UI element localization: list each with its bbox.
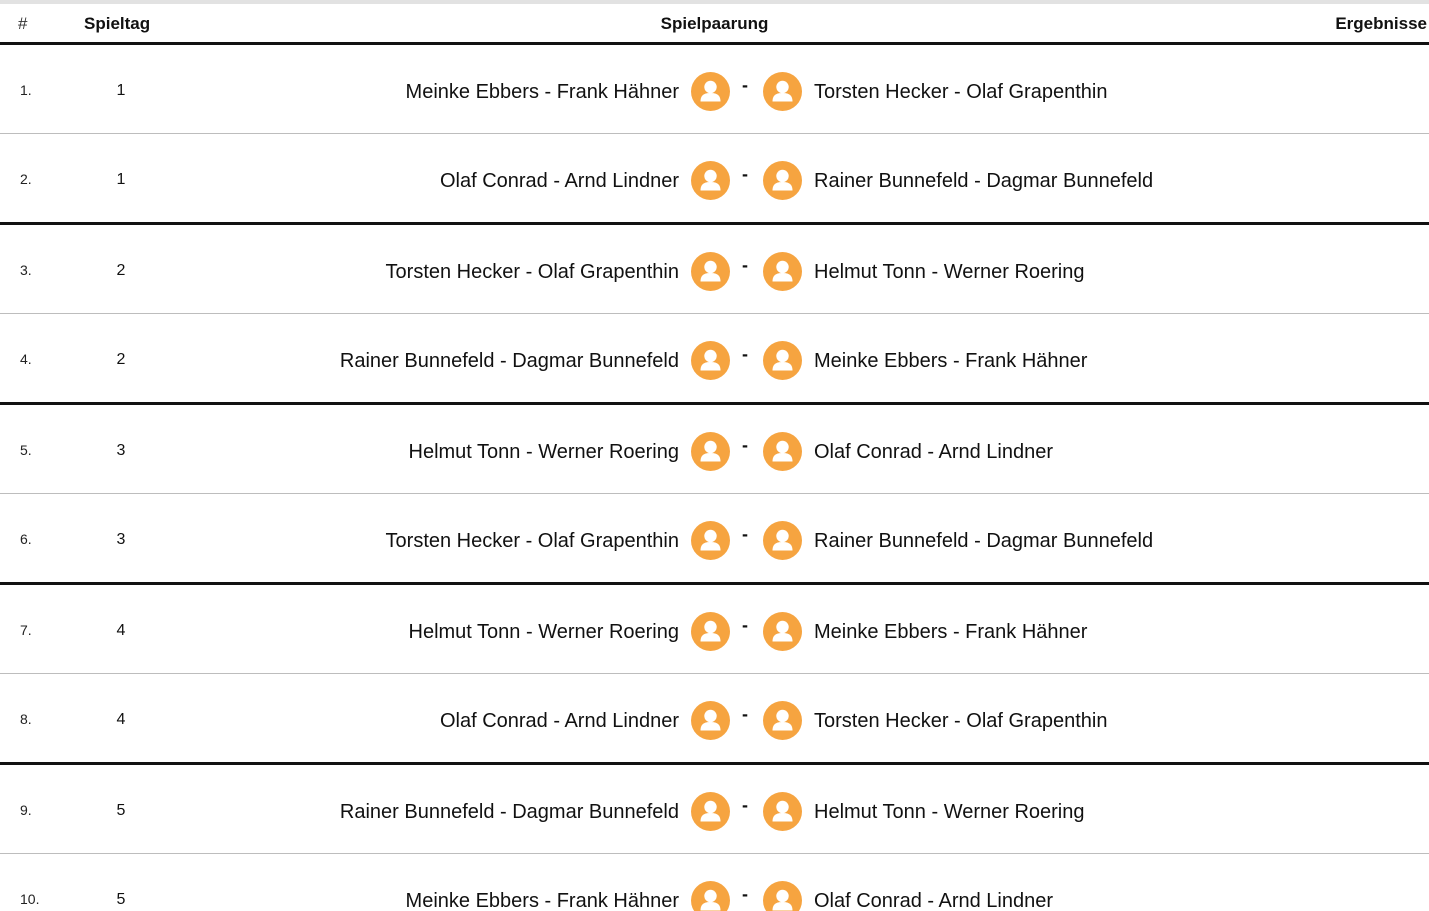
away-team-avatar-icon xyxy=(763,341,802,380)
vs-separator: - xyxy=(742,255,748,275)
table-row xyxy=(0,134,1429,225)
vs-separator: - xyxy=(742,75,748,95)
away-team-link[interactable]: Torsten Hecker - Olaf Grapenthin xyxy=(814,81,1108,103)
away-team-link[interactable]: Helmut Tonn - Werner Roering xyxy=(814,801,1085,823)
away-team-avatar-icon xyxy=(763,881,802,911)
vs-separator: - xyxy=(742,344,748,364)
row-matchday: 5 xyxy=(116,891,126,908)
header-matchday[interactable]: Spieltag xyxy=(84,14,151,33)
row-number: 3. xyxy=(20,262,32,278)
away-team-avatar-icon xyxy=(763,161,802,200)
table-row xyxy=(0,585,1429,674)
away-team-link[interactable]: Torsten Hecker - Olaf Grapenthin xyxy=(814,710,1108,732)
row-matchday: 3 xyxy=(116,531,126,548)
home-team-link[interactable]: Rainer Bunnefeld - Dagmar Bunnefeld xyxy=(339,350,679,372)
home-team-avatar-icon xyxy=(691,612,730,651)
row-matchday: 5 xyxy=(116,802,126,819)
row-matchday: 2 xyxy=(116,262,126,279)
home-team-link[interactable]: Meinke Ebbers - Frank Hähner xyxy=(405,81,679,103)
row-number: 7. xyxy=(20,622,32,638)
row-matchday: 3 xyxy=(116,442,126,459)
header-pairing: Spielpaarung xyxy=(660,14,769,33)
vs-separator: - xyxy=(742,795,748,815)
fixture-list xyxy=(0,45,1429,911)
table-row xyxy=(0,674,1429,765)
home-team-avatar-icon xyxy=(691,701,730,740)
row-number: 2. xyxy=(20,171,32,187)
row-number: 8. xyxy=(20,711,32,727)
away-team-link[interactable]: Olaf Conrad - Arnd Lindner xyxy=(814,441,1054,463)
table-row xyxy=(0,854,1429,911)
header-number: # xyxy=(18,14,28,33)
home-team-link[interactable]: Rainer Bunnefeld - Dagmar Bunnefeld xyxy=(339,801,679,823)
row-matchday: 2 xyxy=(116,351,126,368)
vs-separator: - xyxy=(742,435,748,455)
away-team-avatar-icon xyxy=(763,701,802,740)
vs-separator: - xyxy=(742,524,748,544)
home-team-avatar-icon xyxy=(691,252,730,291)
row-number: 5. xyxy=(20,442,32,458)
home-team-link[interactable]: Helmut Tonn - Werner Roering xyxy=(408,621,679,643)
row-matchday: 4 xyxy=(116,622,126,639)
row-matchday: 1 xyxy=(116,82,126,99)
away-team-link[interactable]: Meinke Ebbers - Frank Hähner xyxy=(814,621,1088,643)
header-results: Ergebnisse xyxy=(1335,14,1427,33)
table-row xyxy=(0,314,1429,405)
table-header xyxy=(0,4,1429,45)
away-team-avatar-icon xyxy=(763,252,802,291)
home-team-avatar-icon xyxy=(691,161,730,200)
vs-separator: - xyxy=(742,164,748,184)
away-team-link[interactable]: Helmut Tonn - Werner Roering xyxy=(814,261,1085,283)
vs-separator: - xyxy=(742,884,748,904)
away-team-link[interactable]: Olaf Conrad - Arnd Lindner xyxy=(814,890,1054,911)
home-team-link[interactable]: Helmut Tonn - Werner Roering xyxy=(408,441,679,463)
row-matchday: 1 xyxy=(116,171,126,188)
home-team-link[interactable]: Olaf Conrad - Arnd Lindner xyxy=(439,710,679,732)
away-team-avatar-icon xyxy=(763,432,802,471)
away-team-avatar-icon xyxy=(763,72,802,111)
home-team-avatar-icon xyxy=(691,72,730,111)
row-number: 1. xyxy=(20,82,32,98)
row-matchday: 4 xyxy=(116,711,126,728)
home-team-avatar-icon xyxy=(691,521,730,560)
table-row xyxy=(0,45,1429,134)
away-team-link[interactable]: Rainer Bunnefeld - Dagmar Bunnefeld xyxy=(814,530,1154,552)
row-number: 10. xyxy=(20,891,40,907)
table-row xyxy=(0,405,1429,494)
table-row xyxy=(0,225,1429,314)
vs-separator: - xyxy=(742,615,748,635)
away-team-avatar-icon xyxy=(763,521,802,560)
row-number: 9. xyxy=(20,802,32,818)
table-row xyxy=(0,494,1429,585)
away-team-link[interactable]: Rainer Bunnefeld - Dagmar Bunnefeld xyxy=(814,170,1154,192)
vs-separator: - xyxy=(742,704,748,724)
away-team-avatar-icon xyxy=(763,792,802,831)
home-team-avatar-icon xyxy=(691,341,730,380)
away-team-link[interactable]: Meinke Ebbers - Frank Hähner xyxy=(814,350,1088,372)
home-team-link[interactable]: Torsten Hecker - Olaf Grapenthin xyxy=(385,530,679,552)
home-team-link[interactable]: Olaf Conrad - Arnd Lindner xyxy=(439,170,679,192)
table-row xyxy=(0,765,1429,854)
row-number: 6. xyxy=(20,531,32,547)
home-team-avatar-icon xyxy=(691,792,730,831)
home-team-avatar-icon xyxy=(691,432,730,471)
home-team-link[interactable]: Meinke Ebbers - Frank Hähner xyxy=(405,890,679,911)
home-team-avatar-icon xyxy=(691,881,730,911)
row-number: 4. xyxy=(20,351,32,367)
home-team-link[interactable]: Torsten Hecker - Olaf Grapenthin xyxy=(385,261,679,283)
away-team-avatar-icon xyxy=(763,612,802,651)
